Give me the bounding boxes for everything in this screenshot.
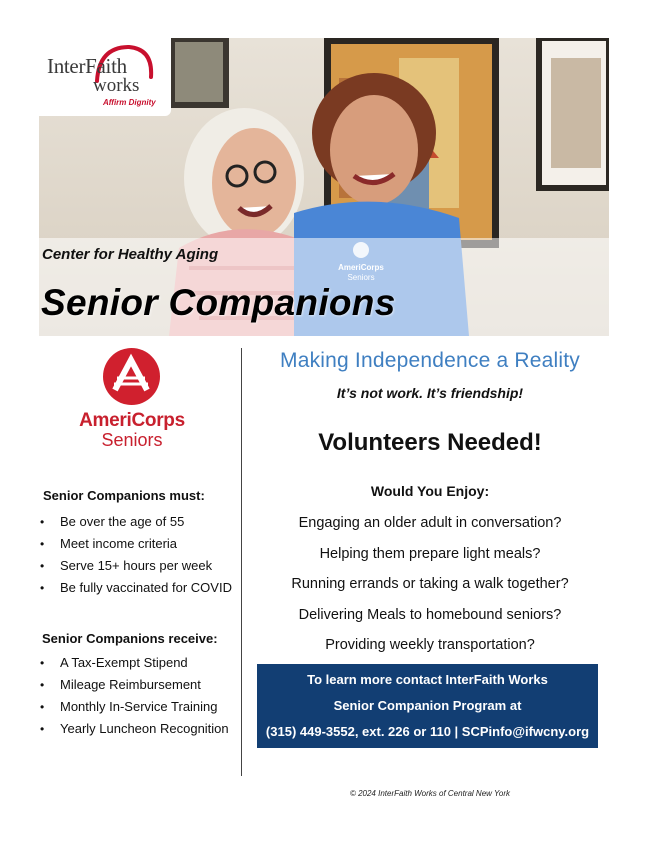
list-item: Helping them prepare light meals? [319, 545, 541, 562]
contact-line-2: Senior Companion Program at [333, 698, 522, 713]
contact-line-1: To learn more contact InterFaith Works [307, 672, 548, 687]
main-tagline: Making Independence a Reality [280, 349, 580, 372]
requirements-list [40, 511, 232, 599]
benefits-list [40, 652, 229, 740]
americorps-seniors-logo [70, 346, 200, 456]
volunteers-needed-heading: Volunteers Needed! [318, 429, 542, 456]
list-item: • Mileage Reimbursement [40, 674, 229, 696]
enjoy-heading: Would You Enjoy: [370, 483, 490, 499]
sub-tagline: It’s not work. It’s friendship! [336, 385, 524, 401]
logo-text-interfaith: InterFaith [47, 54, 127, 78]
benefits-heading: Senior Companions receive: [42, 631, 218, 646]
list-item: Engaging an older adult in conversation? [298, 515, 562, 531]
list-item: • Be fully vaccinated for COVID [40, 577, 232, 599]
enjoy-list [250, 508, 610, 661]
requirements-heading: Senior Companions must: [43, 488, 205, 503]
interfaith-works-logo [39, 38, 171, 116]
list-item: • Monthly In-Service Training [40, 696, 229, 718]
contact-line-3: (315) 449-3552, ext. 226 or 110 | SCPinfo@ifwcny.org [265, 724, 590, 739]
hero-kicker: Center for Healthy Aging [42, 246, 219, 263]
logo-text-works: works [93, 75, 140, 96]
list-item: Running errands or taking a walk together? [291, 576, 569, 592]
list-item: Delivering Meals to homebound seniors? [298, 606, 562, 623]
list-item: • Yearly Luncheon Recognition [40, 718, 229, 740]
list-item: • Serve 15+ hours per week [40, 555, 232, 577]
list-item: Providing weekly transportation? [325, 637, 535, 653]
copyright-footer: © 2024 InterFaith Works of Central New York [349, 789, 511, 798]
list-item: • Meet income criteria [40, 533, 232, 555]
person-right-face [330, 95, 418, 205]
logo-tagline: Affirm Dignity [103, 98, 156, 107]
hero-title: Senior Companions [41, 282, 396, 323]
column-divider [241, 348, 242, 776]
contact-box [257, 664, 598, 748]
list-item: • Be over the age of 55 [40, 511, 232, 533]
seniors-word: Seniors [101, 430, 163, 450]
person-left-face [212, 128, 296, 238]
list-item: • A Tax-Exempt Stipend [40, 652, 229, 674]
americorps-emblem-icon [103, 348, 160, 405]
americorps-word: AmeriCorps [79, 410, 185, 431]
